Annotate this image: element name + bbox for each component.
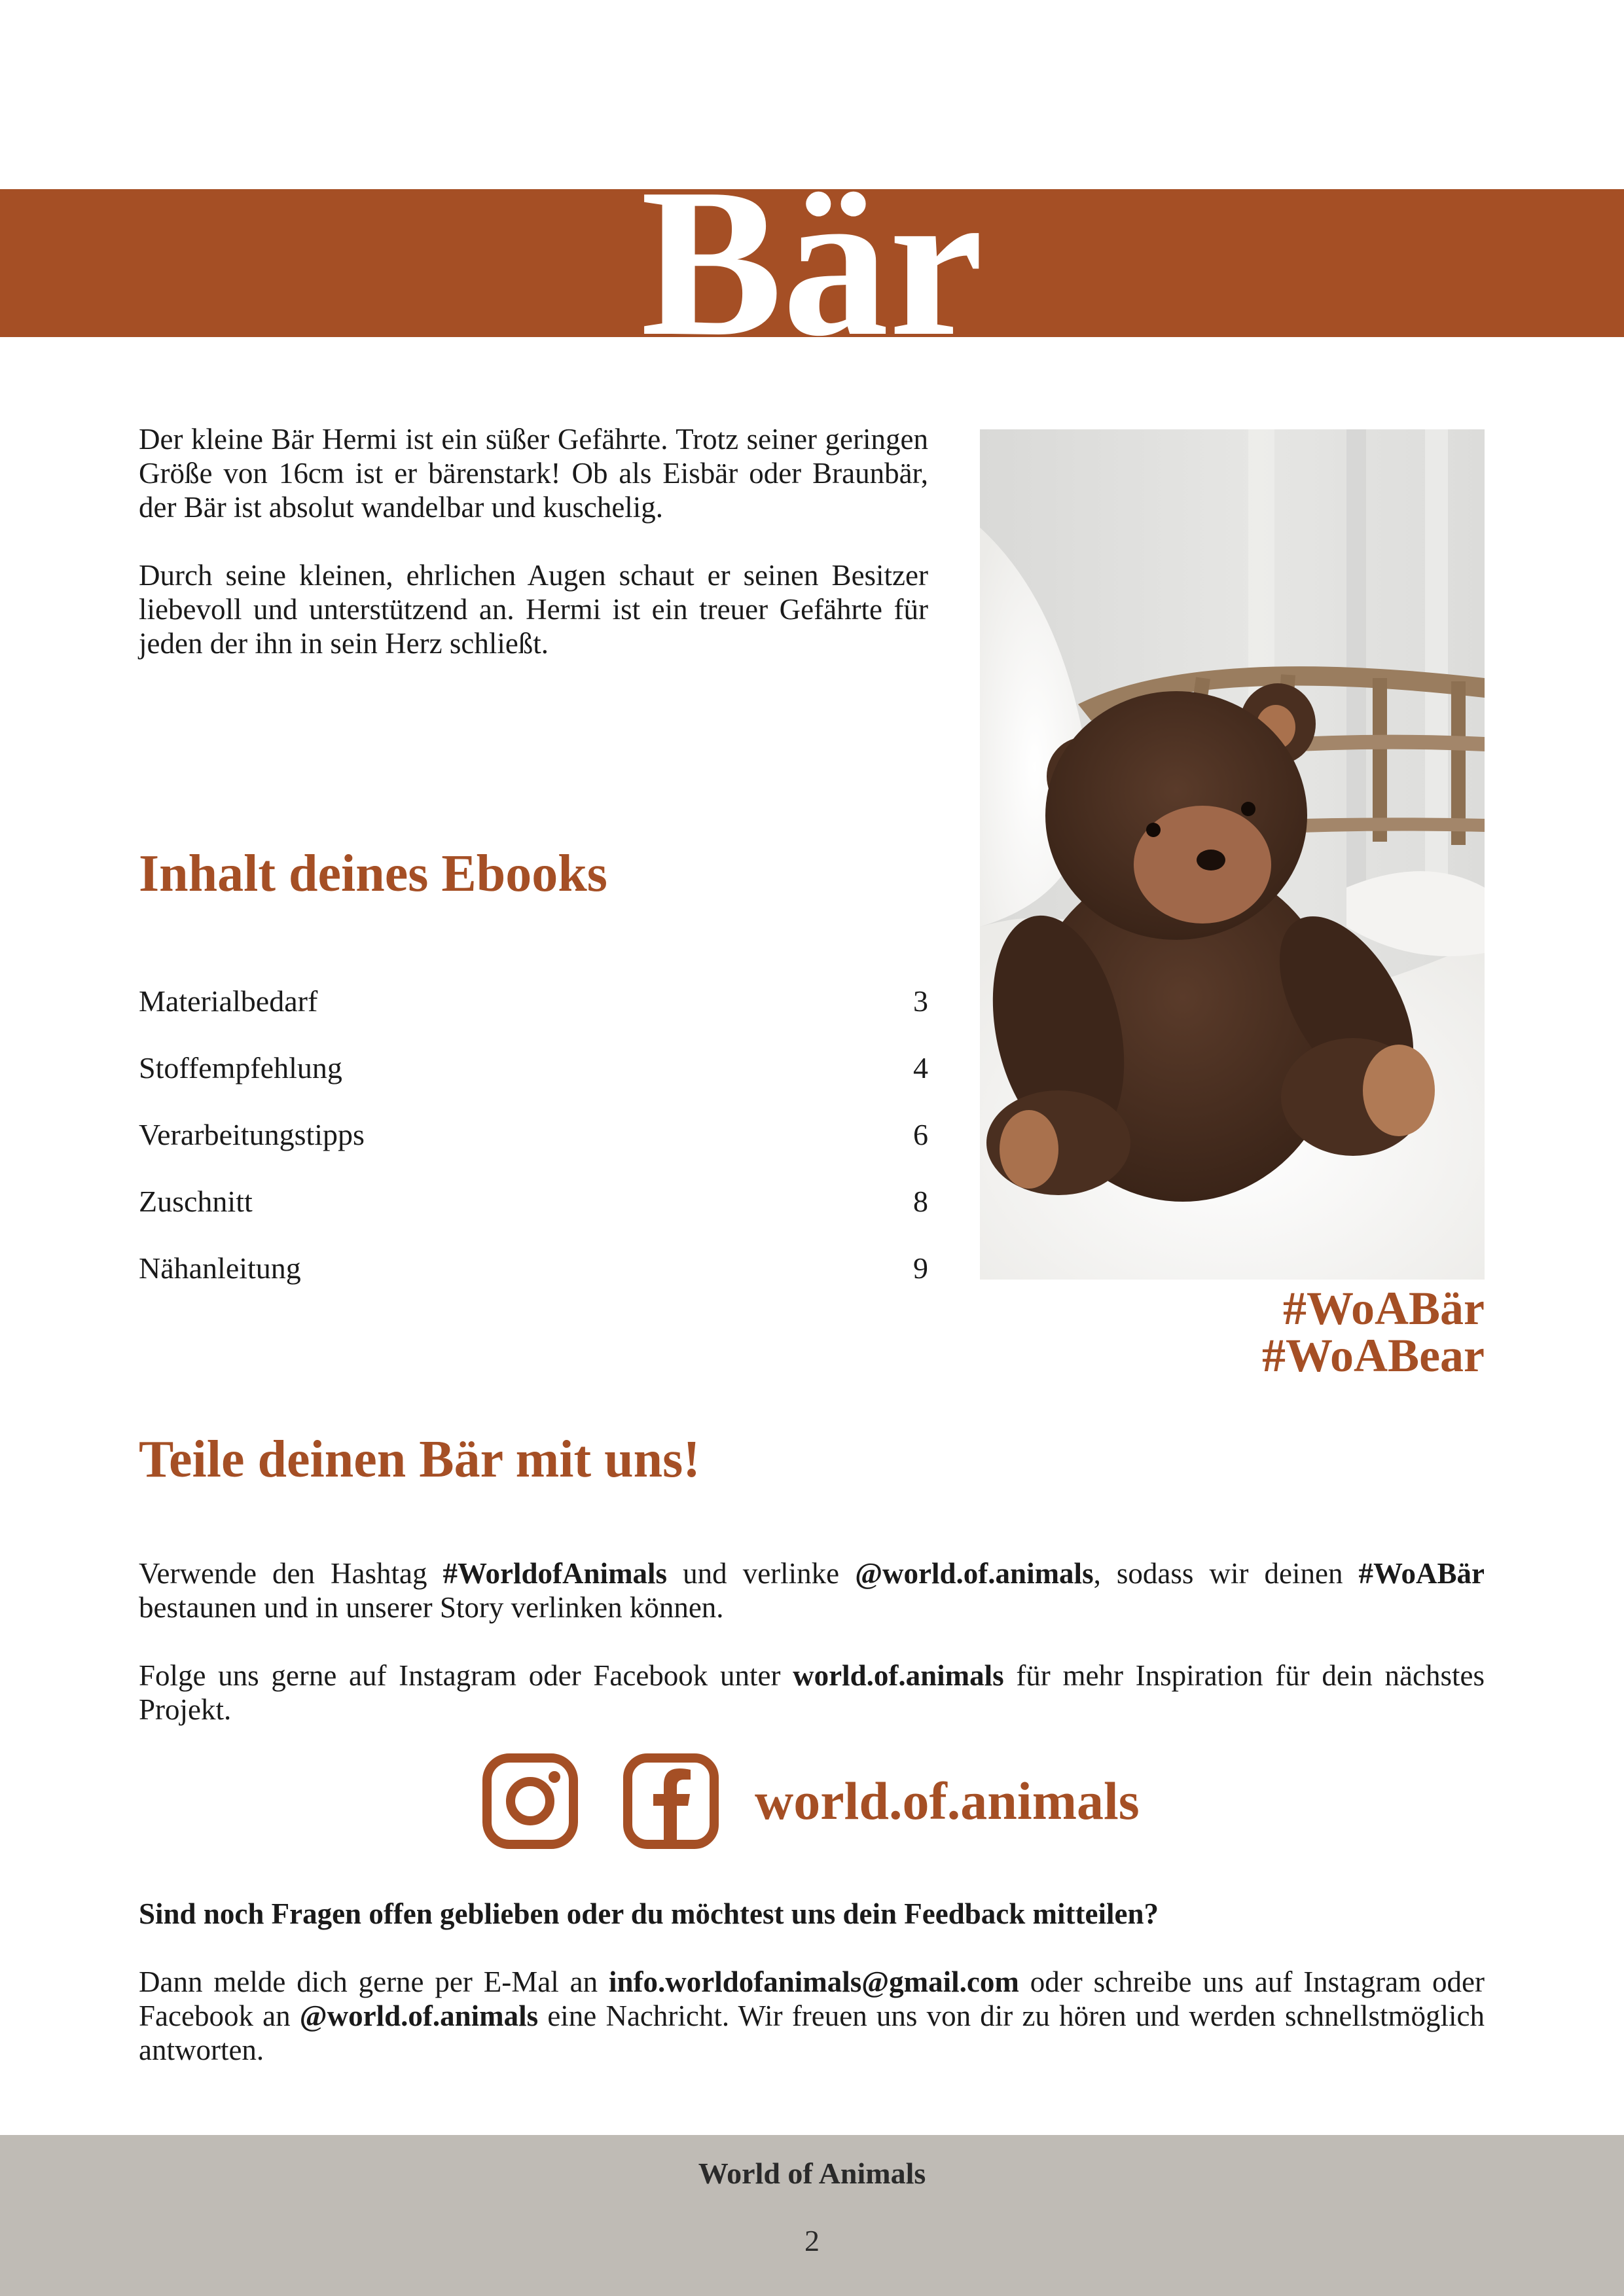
contact-handle: @world.of.animals — [299, 2000, 539, 2032]
text-span: für mehr Inspiration für dein nächstes Projekt. — [139, 1659, 1485, 1726]
toc-item-page: 8 — [913, 1185, 928, 1218]
intro-paragraph: Der kleine Bär Hermi ist ein süßer Gefährte. Trotz seiner geringen Größe von 16cm ist er bärenstark! Ob als Eisbär oder Braunbär, der Bär ist absolut wandelbar und kuschelig. — [139, 423, 928, 524]
hashtag-woabaer: #WoABär — [1282, 1282, 1485, 1335]
toc-item-label: Zuschnitt — [139, 1185, 253, 1218]
share-paragraph — [139, 1556, 1485, 1624]
feedback-section — [139, 1897, 1485, 2101]
facebook-icon[interactable] — [622, 1752, 720, 1850]
text-span: Verwende den Hashtag — [139, 1557, 443, 1590]
instagram-handle: @world.of.animals — [855, 1557, 1094, 1590]
toc-item-label: Nähanleitung — [139, 1251, 301, 1285]
instagram-icon[interactable] — [481, 1752, 579, 1850]
feedback-question — [139, 1897, 1485, 1931]
follow-paragraph — [139, 1659, 1485, 1727]
footer-brand: World of Animals — [698, 2157, 926, 2190]
intro-paragraph: Durch seine kleinen, ehrlichen Augen schaut er seinen Besitzer liebevoll und unterstützend an. Hermi ist ein treuer Gefährte für jeden der ihn in sein Herz schließt. — [139, 559, 928, 660]
page-number: 2 — [804, 2224, 820, 2257]
toc-item[interactable] — [139, 1113, 928, 1180]
social-links — [481, 1752, 1140, 1850]
table-of-contents — [139, 980, 928, 1314]
teddy-bear-photo — [980, 429, 1485, 1280]
intro-text — [139, 422, 928, 694]
toc-item-page: 3 — [913, 984, 928, 1018]
toc-item-page: 4 — [913, 1051, 928, 1085]
text-span: Folge uns gerne auf Instagram oder Facebook unter — [139, 1659, 793, 1692]
hashtag-worldofanimals: #WorldofAnimals — [442, 1557, 668, 1590]
hashtag-woabaer-inline: #WoABär — [1358, 1557, 1485, 1590]
hashtags — [980, 1282, 1485, 1382]
text-span: bestaunen und in unserer Story verlinken können. — [139, 1591, 724, 1624]
text-span: und verlinke — [667, 1557, 856, 1590]
text-span: , sodass wir deinen — [1093, 1557, 1359, 1590]
email-address[interactable]: info.worldofanimals@gmail.com — [609, 1965, 1019, 1998]
toc-item-label: Stoffempfehlung — [139, 1051, 342, 1085]
text-span: oder schreibe uns auf Instagram oder Facebook an — [139, 1965, 1485, 2032]
toc-item-label: Materialbedarf — [139, 984, 318, 1018]
hashtag-woabear: #WoABear — [1262, 1329, 1485, 1382]
toc-item[interactable] — [139, 1047, 928, 1113]
question-text: Sind noch Fragen offen geblieben oder du möchtest uns dein Feedback mitteilen? — [139, 1897, 1159, 1930]
feedback-answer — [139, 1965, 1485, 2067]
social-handle-inline: world.of.animals — [793, 1659, 1004, 1692]
toc-heading: Inhalt deines Ebooks — [139, 845, 607, 903]
share-text — [139, 1556, 1485, 1761]
toc-item[interactable] — [139, 980, 928, 1047]
social-handle[interactable]: world.of.animals — [755, 1771, 1140, 1831]
text-span: Dann melde dich gerne per E-Mal an — [139, 1965, 609, 1998]
toc-item-label: Verarbeitungstipps — [139, 1118, 365, 1151]
toc-item[interactable] — [139, 1247, 928, 1314]
toc-item-page: 9 — [913, 1251, 928, 1285]
text-span: eine Nachricht. Wir freuen uns von dir zu hören und werden schnellstmöglich antworten. — [139, 2000, 1485, 2066]
share-heading: Teile deinen Bär mit uns! — [139, 1431, 700, 1488]
page-title: Bär — [640, 145, 984, 380]
toc-item[interactable] — [139, 1180, 928, 1247]
toc-item-page: 6 — [913, 1118, 928, 1151]
